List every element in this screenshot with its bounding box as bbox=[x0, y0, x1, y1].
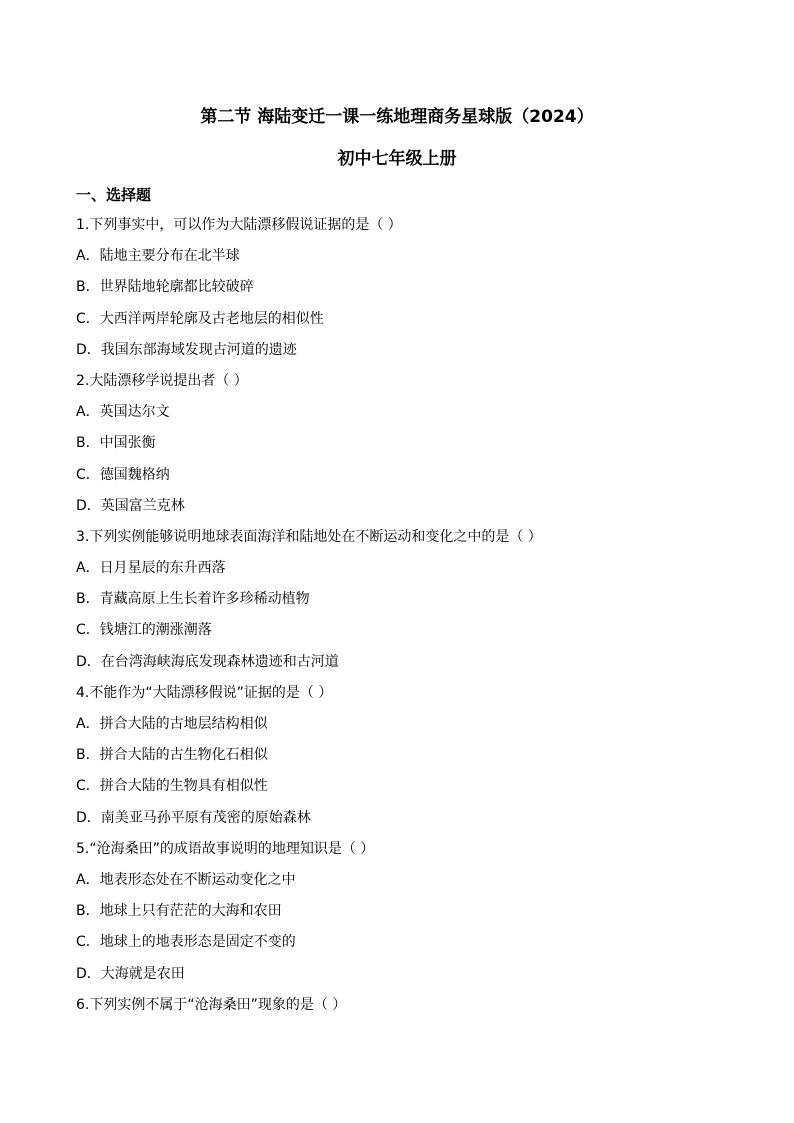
question-option: C．拼合大陆的生物具有相似性 bbox=[76, 778, 268, 795]
question-stem: 3.下列实例能够说明地球表面海洋和陆地处在不断运动和变化之中的是（ ） bbox=[76, 528, 542, 545]
question-option: A．英国达尔文 bbox=[76, 404, 170, 421]
question-option: D．大海就是农田 bbox=[76, 965, 185, 982]
question-option: A．拼合大陆的古地层结构相似 bbox=[76, 716, 268, 732]
question-option: B．拼合大陆的古生物化石相似 bbox=[76, 747, 268, 764]
question-stem: 5.“沧海桑田”的成语故事说明的地理知识是（ ） bbox=[76, 840, 375, 857]
question-stem: 2.大陆漂移学说提出者（ ） bbox=[76, 372, 248, 389]
question-stem: 6.下列实例不属于“沧海桑田”现象的是（ ） bbox=[76, 996, 347, 1013]
question-option: B．地球上只有茫茫的大海和农田 bbox=[76, 903, 282, 920]
question-option: C．地球上的地表形态是固定不变的 bbox=[76, 934, 296, 951]
question-option: C．钱塘江的潮涨潮落 bbox=[76, 622, 212, 639]
question-option: D．在台湾海峡海底发现森林遗迹和古河道 bbox=[76, 653, 339, 670]
question-option: C．大西洋两岸轮廓及古老地层的相似性 bbox=[76, 310, 324, 327]
section-heading: 一、选择题 bbox=[76, 186, 152, 204]
question-option: B．世界陆地轮廓都比较破碎 bbox=[76, 279, 254, 296]
question-option: C．德国魏格纳 bbox=[76, 466, 170, 483]
question-stem: 4.不能作为“大陆漂移假说”证据的是（ ） bbox=[76, 684, 333, 701]
question-stem: 1.下列事实中，可以作为大陆漂移假说证据的是（ ） bbox=[76, 217, 402, 233]
question-option: A．地表形态处在不断运动变化之中 bbox=[76, 871, 296, 888]
document-title: 第二节 海陆变迁一课一练地理商务星球版（2024） bbox=[200, 107, 594, 127]
document-subtitle: 初中七年级上册 bbox=[337, 149, 457, 169]
question-option: B．中国张衡 bbox=[76, 435, 156, 452]
question-option: D．南美亚马孙平原有茂密的原始森林 bbox=[76, 809, 311, 826]
question-option: A．陆地主要分布在北半球 bbox=[76, 248, 240, 265]
question-option: B．青藏高原上生长着许多珍稀动植物 bbox=[76, 591, 310, 608]
question-option: A．日月星辰的东升西落 bbox=[76, 560, 226, 577]
question-option: D．英国富兰克林 bbox=[76, 497, 185, 514]
question-option: D．我国东部海域发现古河道的遗迹 bbox=[76, 341, 297, 358]
question-list bbox=[76, 214, 736, 1025]
